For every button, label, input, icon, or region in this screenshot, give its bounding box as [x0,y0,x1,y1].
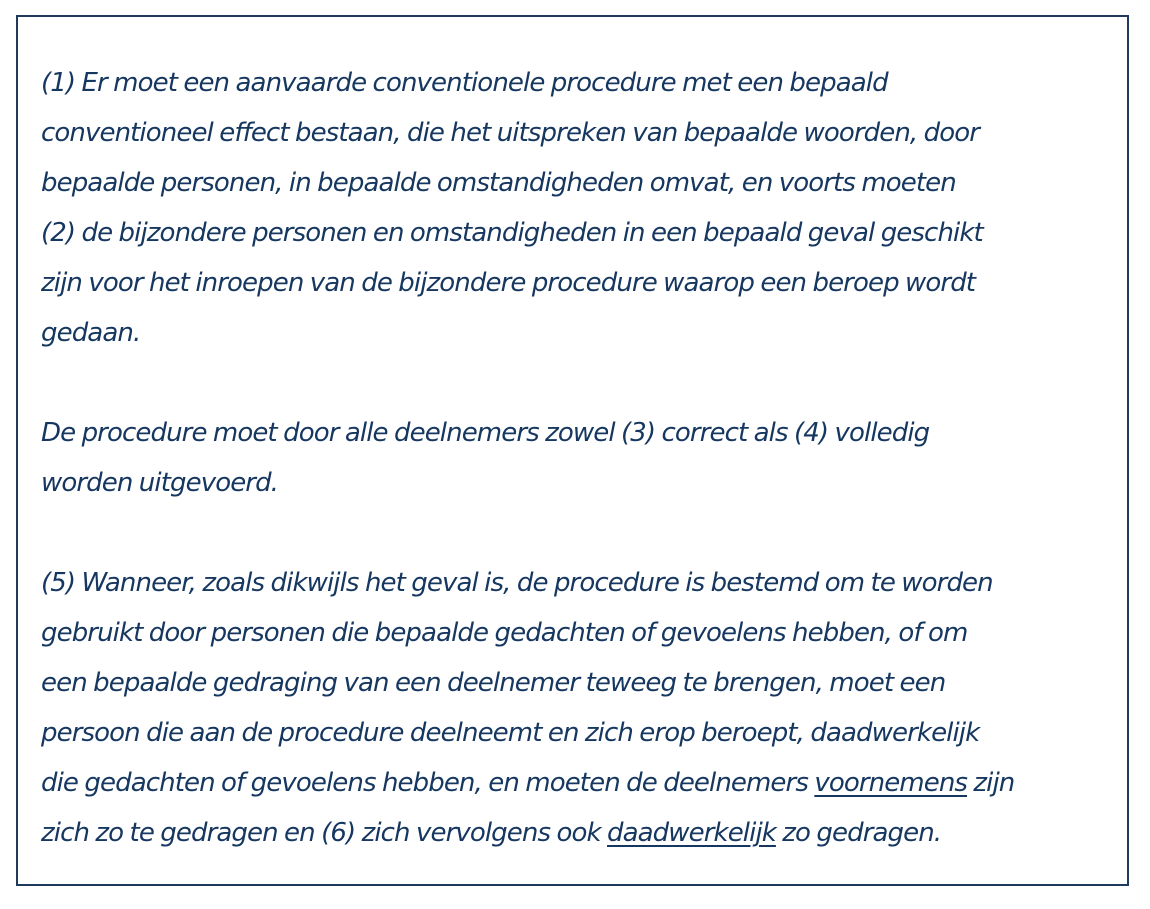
text-line: (5) Wanneer, zoals dikwijls het geval is, de procedure is bestemd om te worden [41,568,993,598]
text-line: (1) Er moet een aanvaarde conventionele procedure met een bepaald [41,68,888,98]
text-line: De procedure moet door alle deelnemers zowel (3) correct als (4) volledig [41,418,930,448]
text-line: gebruikt door personen die bepaalde gedachten of gevoelens hebben, of om [41,618,968,648]
paragraph-conditions-3-4 [41,408,1131,508]
underlined-term-voornemens: voornemens [814,768,968,798]
text-segment: zijn [967,768,1015,798]
paragraph-conditions-5-6 [41,558,1131,858]
text-line: een bepaalde gedraging van een deelnemer teweeg te brengen, moet een [41,668,946,698]
text-line: bepaalde personen, in bepaalde omstandigheden omvat, en voorts moeten [41,168,956,198]
text-line: zijn voor het inroepen van de bijzondere procedure waarop een beroep wordt [41,268,976,298]
text-line: worden uitgevoerd. [41,468,279,498]
text-line: conventioneel effect bestaan, die het uitspreken van bepaalde woorden, door [41,118,980,148]
text-line [41,758,1131,808]
text-box-content [41,58,1131,858]
text-line: (2) de bijzondere personen en omstandigheden in een bepaald geval geschikt [41,218,983,248]
text-segment: zich zo te gedragen en (6) zich vervolgens ook [41,818,608,848]
underlined-term-daadwerkelijk: daadwerkelijk [607,818,776,848]
text-segment: die gedachten of gevoelens hebben, en moeten de deelnemers [41,768,815,798]
text-line: persoon die aan de procedure deelneemt en zich erop beroept, daadwerkelijk [41,718,980,748]
paragraph-spacer [41,358,1131,408]
paragraph-conditions-1-2 [41,58,1131,358]
text-segment: zo gedragen. [775,818,942,848]
paragraph-spacer [41,508,1131,558]
text-line [41,808,1131,858]
text-line: gedaan. [41,318,141,348]
